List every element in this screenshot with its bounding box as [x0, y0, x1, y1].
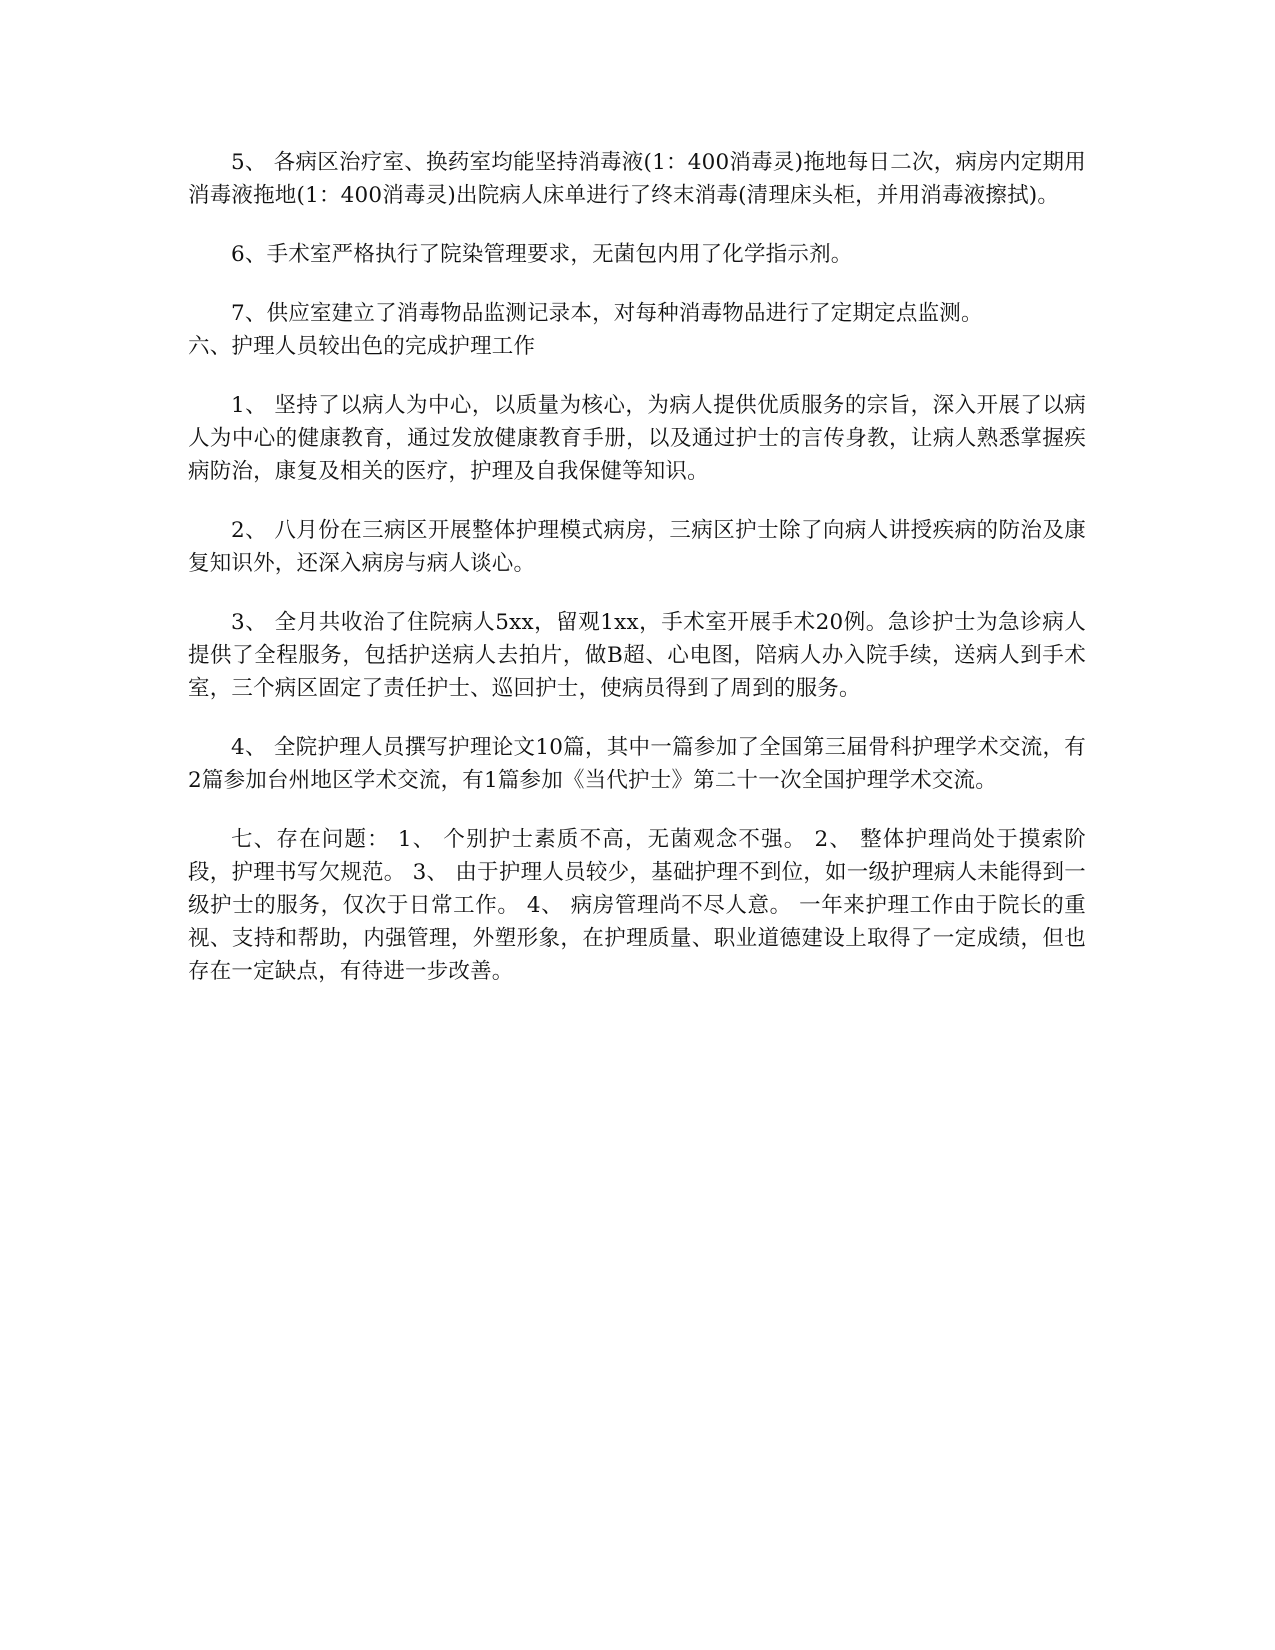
section6-item-3: 3、 全月共收治了住院病人5xx，留观1xx，手术室开展手术20例。急诊护士为急诊病人提供了全程服务，包括护送病人去拍片，做B超、心电图，陪病人办入院手续，送病人到手术室，三个病区固定了责任护士、巡回护士，使病员得到了周到的服务。 [188, 610, 1086, 701]
section-heading-6: 六、护理人员较出色的完成护理工作 [188, 334, 536, 359]
section6-item-4: 4、 全院护理人员撰写护理论文10篇，其中一篇参加了全国第三届骨科护理学术交流，有2篇参加台州地区学术交流，有1篇参加《当代护士》第二十一次全国护理学术交流。 [188, 735, 1086, 793]
paragraph-item-7: 7、供应室建立了消毒物品监测记录本，对每种消毒物品进行了定期定点监测。 [231, 301, 983, 326]
paragraph-item-5: 5、 各病区治疗室、换药室均能坚持消毒液(1：400消毒灵)拖地每日二次，病房内定期用消毒液拖地(1：400消毒灵)出院病人床单进行了终末消毒(清理床头柜，并用消毒液擦拭)。 [188, 150, 1086, 208]
section-7-problems: 七、存在问题： 1、 个别护士素质不高，无菌观念不强。 2、 整体护理尚处于摸索阶段，护理书写欠规范。 3、 由于护理人员较少，基础护理不到位，如一级护理病人未能得到一级护士的服务，仅次于日常工作。 4、 病房管理尚不尽人意。 一年来护理工作由于院长的重视、支持和帮助，内强管理，外塑形象，在护理质量、职业道德建设上取得了一定成绩，但也存在一定缺点，有待进一步改善。 [188, 827, 1086, 984]
section6-item-2: 2、 八月份在三病区开展整体护理模式病房，三病区护士除了向病人讲授疾病的防治及康复知识外，还深入病房与病人谈心。 [188, 518, 1086, 576]
paragraph-item-6: 6、手术室严格执行了院染管理要求，无菌包内用了化学指示剂。 [231, 242, 853, 267]
document-body [188, 146, 1086, 1014]
section6-item-1: 1、 坚持了以病人为中心，以质量为核心，为病人提供优质服务的宗旨，深入开展了以病人为中心的健康教育，通过发放健康教育手册，以及通过护士的言传身教，让病人熟悉掌握疾病防治，康复及相关的医疗，护理及自我保健等知识。 [188, 393, 1086, 484]
